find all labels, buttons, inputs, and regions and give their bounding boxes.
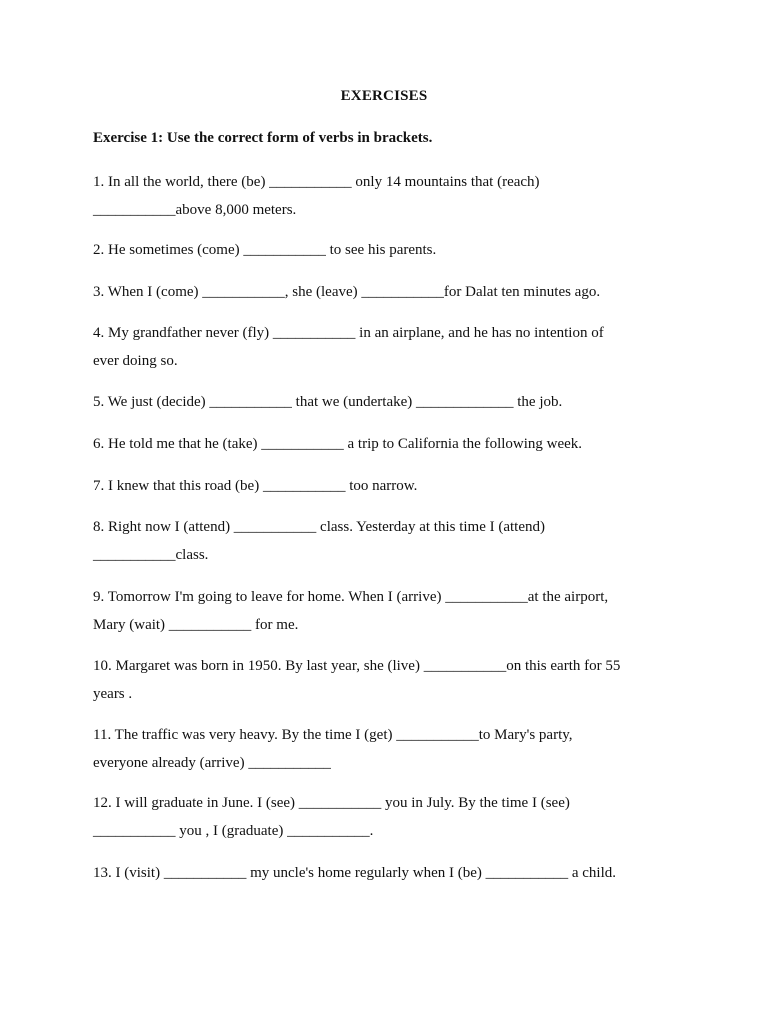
- question-line: 11. The traffic was very heavy. By the time I (get) ___________to Mary's party,: [93, 727, 573, 743]
- question-line: 7. I knew that this road (be) ___________ too narrow.: [93, 478, 418, 494]
- question-line: 13. I (visit) ___________ my uncle's home regularly when I (be) ___________ a child.: [93, 865, 617, 881]
- exercise-heading: Exercise 1: Use the correct form of verbs in brackets.: [93, 130, 433, 146]
- question-line: 10. Margaret was born in 1950. By last year, she (live) ___________on this earth for 55: [93, 658, 621, 674]
- question-line: 3. When I (come) ___________, she (leave) ___________for Dalat ten minutes ago.: [93, 284, 601, 300]
- question-2: [93, 236, 693, 264]
- question-12: [93, 789, 693, 845]
- question-8: [93, 513, 693, 569]
- question-line: ___________class.: [93, 547, 209, 563]
- question-line: 1. In all the world, there (be) ___________ only 14 mountains that (reach): [93, 174, 540, 190]
- question-line: ever doing so.: [93, 353, 178, 369]
- question-1: [93, 168, 693, 224]
- question-line: ___________ you , I (graduate) ___________.: [93, 823, 374, 839]
- question-6: [93, 430, 693, 458]
- question-line: 4. My grandfather never (fly) ___________ in an airplane, and he has no intention of: [93, 325, 604, 341]
- question-line: years .: [93, 686, 133, 702]
- question-line: 12. I will graduate in June. I (see) ___________ you in July. By the time I (see): [93, 795, 570, 811]
- question-line: 9. Tomorrow I'm going to leave for home. When I (arrive) ___________at the airport,: [93, 589, 609, 605]
- question-line: 5. We just (decide) ___________ that we (undertake) _____________ the job.: [93, 394, 563, 410]
- question-10: [93, 652, 693, 708]
- question-3: [93, 278, 693, 306]
- question-line: Mary (wait) ___________ for me.: [93, 617, 299, 633]
- question-13: [93, 859, 693, 887]
- question-line: 6. He told me that he (take) ___________ a trip to California the following week.: [93, 436, 583, 452]
- question-11: [93, 721, 693, 777]
- question-7: [93, 472, 693, 500]
- page-title: EXERCISES: [340, 88, 428, 104]
- question-4: [93, 319, 693, 375]
- question-5: [93, 388, 693, 416]
- question-line: ___________above 8,000 meters.: [93, 202, 297, 218]
- question-line: everyone already (arrive) ___________: [93, 755, 331, 771]
- question-line: 2. He sometimes (come) ___________ to see his parents.: [93, 242, 437, 258]
- question-line: 8. Right now I (attend) ___________ class. Yesterday at this time I (attend): [93, 519, 546, 535]
- question-9: [93, 583, 693, 639]
